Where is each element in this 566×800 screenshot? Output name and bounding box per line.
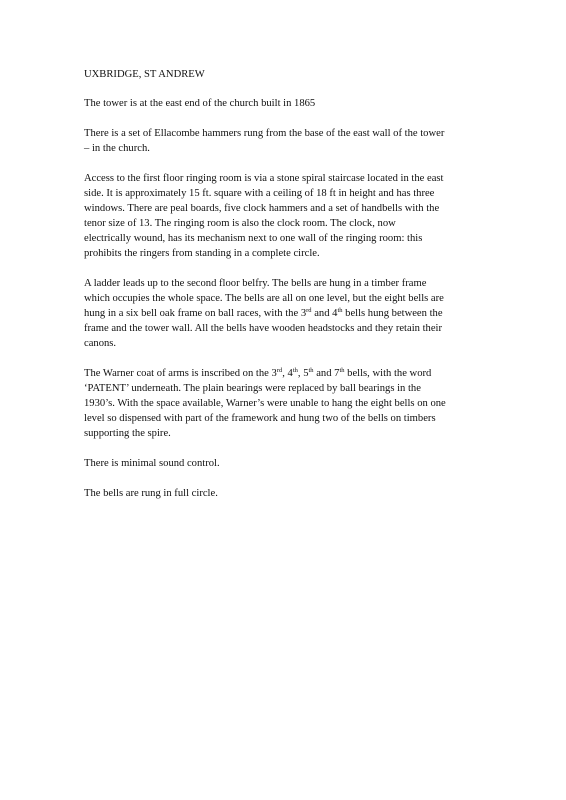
text-line: ‘PATENT’ underneath. The plain bearings were replaced by ball bearings in the xyxy=(84,383,421,394)
text-segment: bells, with the word xyxy=(344,368,432,379)
text-segment: bells hung between the xyxy=(342,308,443,319)
text-segment: and 4 xyxy=(311,308,338,319)
text-segment: , 5 xyxy=(297,368,309,379)
text-line xyxy=(84,366,544,381)
ordinal-superscript: rd xyxy=(306,307,312,314)
paragraph-list xyxy=(84,96,544,501)
document-body xyxy=(84,67,544,516)
text-line: – in the church. xyxy=(84,143,150,154)
text-segment: , 4 xyxy=(282,368,293,379)
ordinal-superscript: th xyxy=(308,367,314,374)
ordinal-superscript: rd xyxy=(276,367,283,374)
text-line: canons. xyxy=(84,338,117,349)
text-line: supporting the spire. xyxy=(84,428,171,439)
text-line: 1930’s. With the space available, Warner’s were unable to hang the eight bells on one xyxy=(84,398,446,409)
text-line: There is a set of Ellacombe hammers rung from the base of the east wall of the tower xyxy=(84,128,445,139)
paragraph xyxy=(84,486,544,501)
text-line: electrically wound, has its mechanism next to one wall of the ringing room: this xyxy=(84,233,423,244)
text-segment: and 7 xyxy=(313,368,340,379)
paragraph xyxy=(84,366,544,441)
text-segment: The Warner coat of arms is inscribed on the 3 xyxy=(84,368,277,379)
document-title: UXBRIDGE, ST ANDREW xyxy=(84,69,205,80)
text-line: frame and the tower wall. All the bells have wooden headstocks and they retain their xyxy=(84,323,443,334)
text-line: The tower is at the east end of the church built in 1865 xyxy=(84,98,316,109)
paragraph xyxy=(84,126,544,156)
text-line xyxy=(84,306,544,321)
text-line: which occupies the whole space. The bells are all on one level, but the eight bells are xyxy=(84,293,444,304)
ordinal-superscript: th xyxy=(292,367,298,374)
paragraph xyxy=(84,171,544,261)
ordinal-superscript: th xyxy=(337,307,343,314)
text-line: side. It is approximately 15 ft. square with a ceiling of 18 ft in height and has three xyxy=(84,188,435,199)
paragraph xyxy=(84,96,544,111)
text-line: A ladder leads up to the second floor belfry. The bells are hung in a timber frame xyxy=(84,278,427,289)
paragraph xyxy=(84,276,544,351)
text-line: Access to the first floor ringing room is via a stone spiral staircase located in the east xyxy=(84,173,444,184)
text-line: level so dispensed with part of the framework and hung two of the bells on timbers xyxy=(84,413,436,424)
ordinal-superscript: th xyxy=(339,367,345,374)
paragraph xyxy=(84,456,544,471)
text-line: prohibits the ringers from standing in a complete circle. xyxy=(84,248,320,259)
text-segment: hung in a six bell oak frame on ball races, with the 3 xyxy=(84,308,307,319)
text-line: windows. There are peal boards, five clock hammers and a set of handbells with the xyxy=(84,203,440,214)
text-line: There is minimal sound control. xyxy=(84,458,220,469)
text-line: tenor size of 13. The ringing room is also the clock room. The clock, now xyxy=(84,218,396,229)
text-line: The bells are rung in full circle. xyxy=(84,488,218,499)
